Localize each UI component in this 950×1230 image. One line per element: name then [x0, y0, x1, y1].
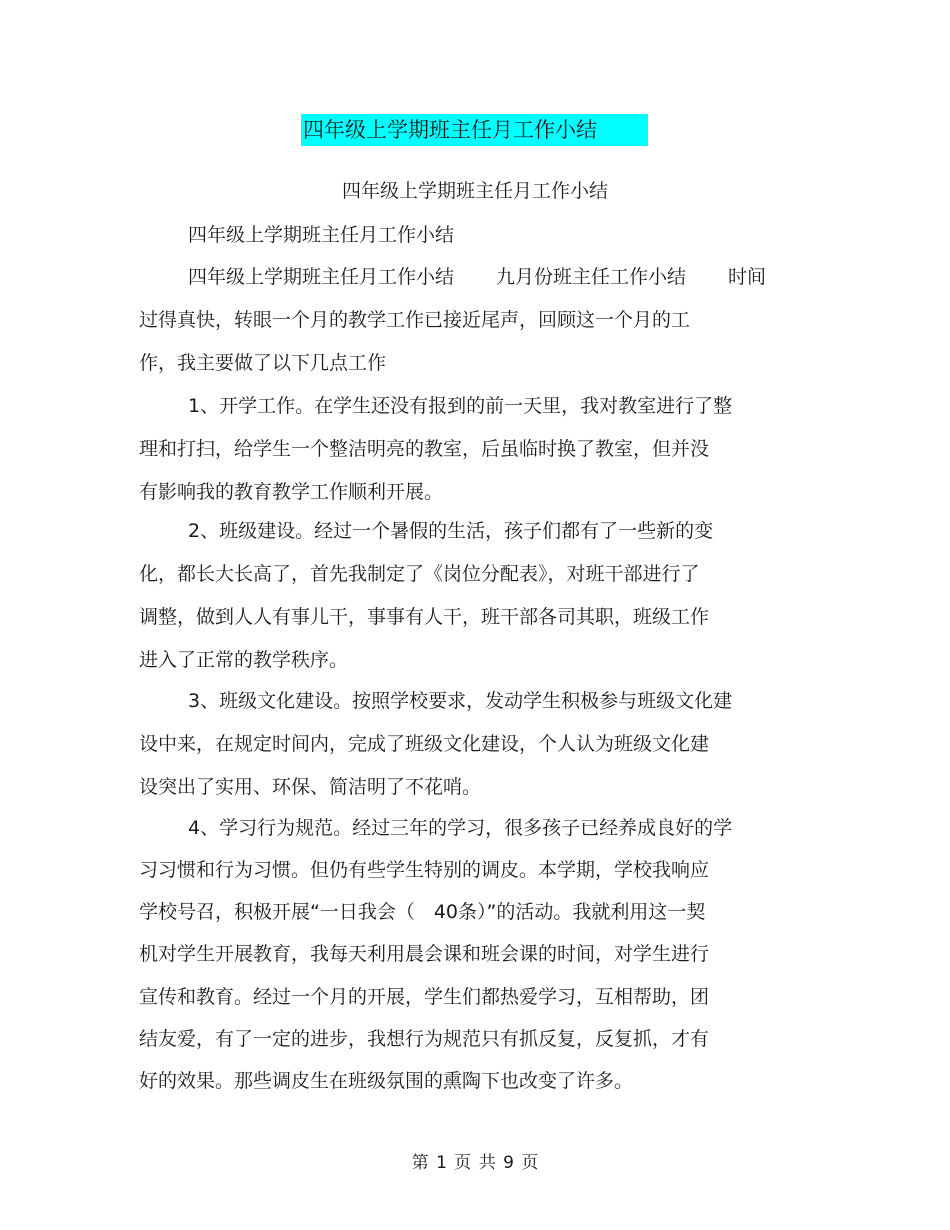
- body-line-18: 机对学生开展教育，我每天利用晨会课和班会课的时间，对学生进行: [139, 943, 710, 965]
- body-line-11: 进入了正常的教学秩序。: [139, 649, 349, 671]
- body-line-7: 有影响我的教育教学工作顺利开展。: [139, 481, 444, 503]
- body-line-17: 学校号召，积极开展“一日我会（ 40条）”的活动。我就利用这一契: [139, 901, 706, 923]
- body-line-6: 理和打扫，给学生一个整洁明亮的教室，后虽临时换了教室，但并没: [139, 438, 710, 460]
- body-line-20: 结友爱，有了一定的进步，我想行为规范只有抓反复，反复抓，才有: [139, 1028, 710, 1050]
- body-line-1: 四年级上学期班主任月工作小结: [188, 224, 455, 246]
- body-line-14: 设突出了实用、环保、简洁明了不花哨。: [139, 776, 482, 798]
- document-title: 四年级上学期班主任月工作小结: [301, 114, 648, 146]
- body-line-2-part-2: 九月份班主任工作小结: [496, 266, 687, 288]
- body-line-4: 作，我主要做了以下几点工作: [139, 352, 387, 374]
- body-line-8: 2、班级建设。经过一个暑假的生活，孩子们都有了一些新的变: [188, 520, 714, 542]
- body-line-3: 过得真快，转眼一个月的教学工作已接近尾声，回顾这一个月的工: [139, 309, 691, 331]
- body-line-2: [188, 264, 766, 290]
- body-line-13: 设中来，在规定时间内，完成了班级文化建设，个人认为班级文化建: [139, 733, 710, 755]
- body-line-15: 4、学习行为规范。经过三年的学习，很多孩子已经养成良好的学: [188, 817, 733, 839]
- body-line-12: 3、班级文化建设。按照学校要求，发动学生积极参与班级文化建: [188, 690, 733, 712]
- body-line-21: 好的效果。那些调皮生在班级氛围的熏陶下也改变了许多。: [139, 1070, 634, 1092]
- page-number-footer: 第 1 页 共 9 页: [411, 1153, 539, 1173]
- body-line-10: 调整，做到人人有事儿干，事事有人干，班干部各司其职，班级工作: [139, 606, 710, 628]
- body-line-5: 1、开学工作。在学生还没有报到的前一天里，我对教室进行了整: [188, 395, 733, 417]
- body-line-9: 化，都长大长高了，首先我制定了《岗位分配表》，对班干部进行了: [139, 563, 700, 585]
- body-line-19: 宣传和教育。经过一个月的开展，学生们都热爱学习，互相帮助，团: [139, 986, 710, 1008]
- body-line-16: 习习惯和行为习惯。但仍有些学生特别的调皮。本学期，学校我响应: [139, 859, 710, 881]
- body-line-2-part-1: 四年级上学期班主任月工作小结: [188, 266, 455, 288]
- document-subtitle: 四年级上学期班主任月工作小结: [341, 180, 608, 202]
- body-line-2-part-3: 时间: [728, 266, 767, 288]
